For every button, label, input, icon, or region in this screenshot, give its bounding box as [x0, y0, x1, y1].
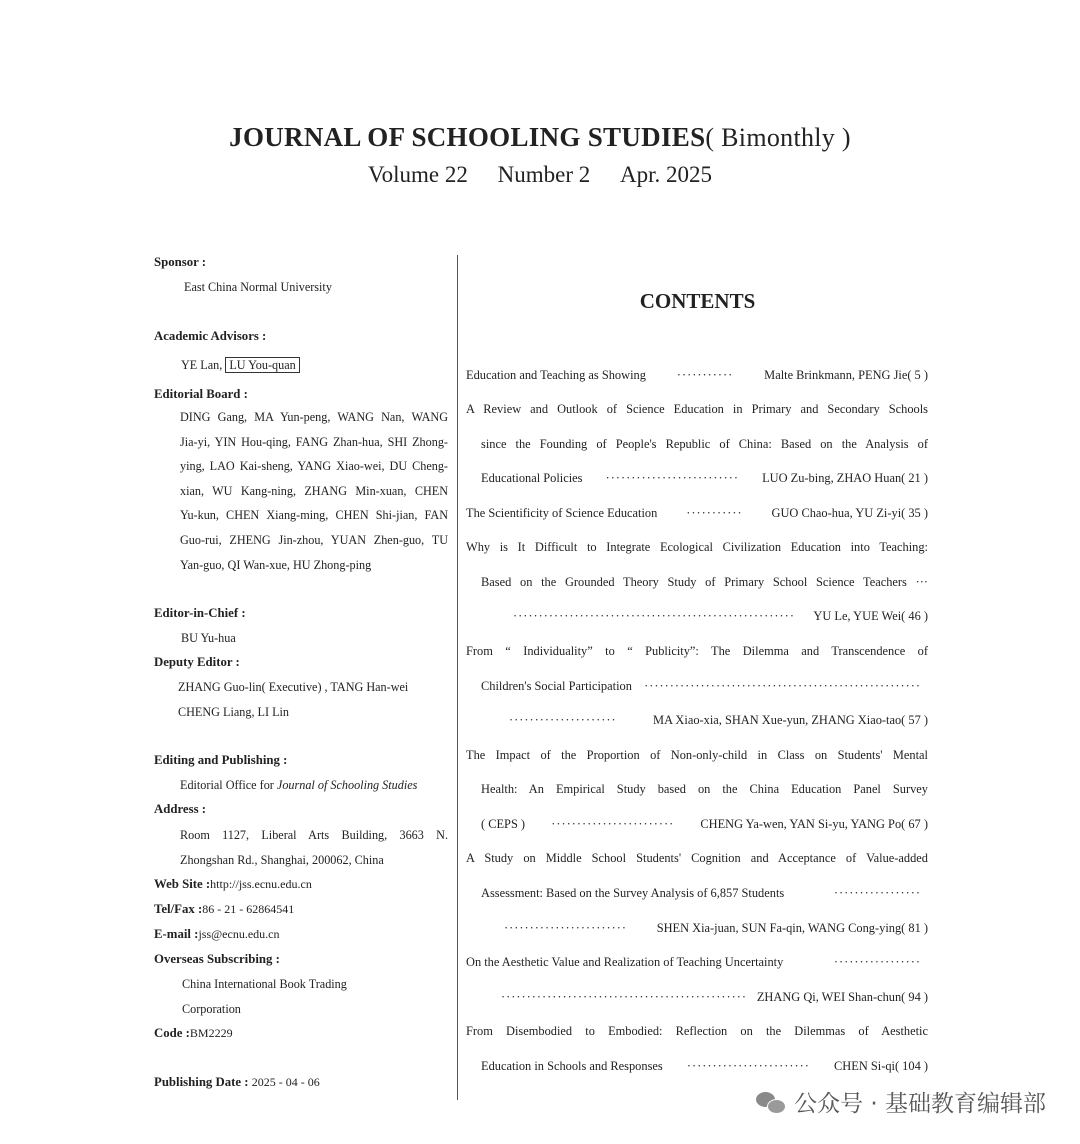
chief-label: Editor-in-Chief : — [154, 606, 246, 620]
website-value[interactable]: http://jss.ecnu.edu.cn — [210, 877, 312, 891]
publishing-label: Editing and Publishing : — [154, 753, 288, 767]
sponsor-value: East China Normal University — [184, 280, 332, 294]
toc-title: Education in Schools and Responses — [481, 1059, 663, 1073]
code-row — [154, 1026, 233, 1041]
toc-title-line[interactable] — [481, 676, 921, 696]
publishing-journal: Journal of Schooling Studies — [276, 778, 418, 792]
deputy-value-2: CHENG Liang, LI Lin — [178, 705, 290, 719]
toc-dots: ················· — [833, 955, 921, 969]
toc-title: Educational Policies — [481, 471, 583, 485]
toc-title-line[interactable]: The Impact of the Proportion of Non-only-child in Class on Students' Mental — [466, 748, 928, 762]
toc-dots: ················· — [833, 886, 921, 900]
issue-line — [0, 162, 1080, 188]
board-list — [180, 405, 448, 577]
toc-author: CHEN Si-qi( 104 ) — [834, 1059, 928, 1073]
toc-title-line[interactable]: Based on the Grounded Theory Study of Primary School Science Teachers ··· — [481, 575, 928, 589]
toc-dots: ························ — [504, 921, 628, 935]
toc-title-line[interactable]: A Study on Middle School Students' Cognition and Acceptance of Value-added — [466, 851, 928, 865]
toc-dots: ··········· — [676, 368, 734, 382]
toc-title-line[interactable]: Why is It Difficult to Integrate Ecological Civilization Education into Teaching: — [466, 540, 928, 554]
toc-entry[interactable] — [481, 814, 928, 834]
telfax-value: 86 - 21 - 62864541 — [202, 902, 295, 916]
toc-dots: ··········· — [686, 506, 743, 520]
toc-title: Children's Social Participation — [481, 679, 632, 693]
toc-entry[interactable] — [481, 1056, 928, 1076]
wechat-icon — [756, 1090, 786, 1114]
website-label: Web Site : — [154, 877, 211, 891]
pubdate-row — [154, 1075, 320, 1090]
contents-heading: CONTENTS — [639, 289, 756, 313]
toc-title-line[interactable]: Health: An Empirical Study based on the China Education Panel Survey — [481, 782, 928, 796]
overseas-value-1: China International Book Trading — [182, 977, 347, 991]
issue-number: Number 2 — [497, 162, 591, 187]
toc-title: ( CEPS ) — [481, 817, 526, 831]
board-line: Yu-kun, CHEN Xiang-ming, CHEN Shi-jian, FAN — [180, 508, 448, 523]
issue-date: Apr. 2025 — [620, 162, 712, 187]
board-line: Yan-guo, QI Wan-xue, HU Zhong-ping — [180, 557, 372, 572]
deputy-label: Deputy Editor : — [154, 655, 240, 669]
address-line-1: Room 1127, Liberal Arts Building, 3663 N. — [180, 828, 448, 842]
code-label: Code : — [154, 1026, 190, 1040]
telfax-row — [154, 902, 294, 917]
toc-entry[interactable] — [481, 468, 928, 488]
toc-title-line[interactable]: A Review and Outlook of Science Education in Primary and Secondary Schools — [466, 402, 928, 416]
toc-title: Assessment: Based on the Survey Analysis of 6,857 Students — [481, 886, 785, 900]
toc-title: On the Aesthetic Value and Realization of Teaching Uncertainty — [466, 955, 784, 969]
volume: Volume 22 — [367, 162, 468, 187]
toc-title-line[interactable] — [481, 883, 921, 903]
email-value[interactable]: jss@ecnu.edu.cn — [198, 927, 280, 941]
board-line: xian, WU Kang-ning, ZHANG Min-xuan, CHEN — [180, 483, 448, 498]
toc-dots: ························ — [551, 817, 675, 831]
address-line-2: Zhongshan Rd., Shanghai, 200062, China — [180, 853, 384, 867]
advisors-label: Academic Advisors : — [154, 329, 267, 343]
telfax-label: Tel/Fax : — [154, 902, 203, 916]
toc-title: The Scientificity of Science Education — [466, 506, 658, 520]
email-row — [154, 927, 279, 942]
toc-title-line[interactable]: From Disembodied to Embodied: Reflection on the Dilemmas of Aesthetic — [466, 1024, 928, 1038]
toc-entry[interactable] — [466, 365, 928, 385]
toc-author: CHENG Ya-wen, YAN Si-yu, YANG Po( 67 ) — [700, 817, 928, 831]
toc-author: LUO Zu-bing, ZHAO Huan( 21 ) — [762, 471, 928, 485]
toc-entry[interactable] — [509, 710, 928, 730]
toc-author: ZHANG Qi, WEI Shan-chun( 94 ) — [756, 990, 928, 1004]
toc-author: Malte Brinkmann, PENG Jie( 5 ) — [764, 368, 928, 382]
pubdate-value: 2025 - 04 - 06 — [251, 1075, 320, 1089]
sponsor-label: Sponsor : — [154, 255, 207, 269]
toc-title-line[interactable]: since the Founding of People's Republic of China: Based on the Analysis of — [481, 437, 928, 451]
toc-entry[interactable] — [466, 503, 928, 523]
board-line: Guo-rui, ZHENG Jin-zhou, YUAN Zhen-guo, TU — [180, 532, 448, 547]
toc-dots: ·························· — [605, 471, 739, 485]
toc-title-line[interactable]: From “ Individuality” to “ Publicity”: The Dilemma and Transcendence of — [466, 644, 928, 658]
overseas-label: Overseas Subscribing : — [154, 952, 280, 966]
journal-frequency: ( Bimonthly ) — [705, 123, 851, 152]
toc-author: YU Le, YUE Wei( 46 ) — [813, 609, 928, 623]
toc-dots: ······················································ — [644, 679, 921, 693]
pubdate-label: Publishing Date : — [154, 1075, 249, 1089]
watermark — [756, 1085, 1046, 1118]
address-label: Address : — [154, 802, 207, 816]
advisor-2-boxed: LU You-quan — [225, 357, 299, 373]
toc-dots: ····················· — [509, 713, 617, 727]
overseas-value-2: Corporation — [182, 1002, 241, 1016]
toc-title-line[interactable] — [466, 952, 921, 972]
toc-author: GUO Chao-hua, YU Zi-yi( 35 ) — [771, 506, 928, 520]
deputy-value-1: ZHANG Guo-lin( Executive) , TANG Han-wei — [178, 680, 409, 694]
toc-dots: ························ — [686, 1059, 810, 1073]
toc-dots: ················································ — [501, 990, 748, 1004]
column-divider — [457, 255, 458, 1100]
email-label: E-mail : — [154, 927, 199, 941]
watermark-text: 公众号 · 基础教育编辑部 — [794, 1091, 1046, 1117]
toc-author: SHEN Xia-juan, SUN Fa-qin, WANG Cong-ying( 81 ) — [656, 921, 928, 935]
journal-title — [0, 122, 1080, 153]
board-line: ying, LAO Kai-sheng, YANG Xiao-wei, DU Cheng- — [180, 459, 448, 474]
toc-title: Education and Teaching as Showing — [466, 368, 646, 382]
toc-entry[interactable] — [513, 606, 928, 626]
toc-dots: ······················································· — [513, 609, 795, 623]
advisors-value — [181, 358, 300, 373]
board-line: Jia-yi, YIN Hou-qing, FANG Zhan-hua, SHI Zhong- — [180, 434, 448, 449]
board-label: Editorial Board : — [154, 387, 248, 401]
code-value: BM2229 — [189, 1026, 233, 1040]
website-row — [154, 877, 312, 892]
publishing-prefix: Editorial Office for — [180, 778, 274, 792]
chief-value: BU Yu-hua — [181, 631, 236, 645]
board-line: DING Gang, MA Yun-peng, WANG Nan, WANG — [180, 410, 448, 424]
journal-name: JOURNAL OF SCHOOLING STUDIES — [229, 122, 706, 152]
toc-entry[interactable] — [504, 918, 928, 938]
toc-author: MA Xiao-xia, SHAN Xue-yun, ZHANG Xiao-tao( 57 ) — [653, 713, 928, 727]
publishing-value — [180, 778, 417, 793]
toc-entry[interactable] — [501, 987, 928, 1007]
advisor-1: YE Lan, — [181, 358, 223, 372]
